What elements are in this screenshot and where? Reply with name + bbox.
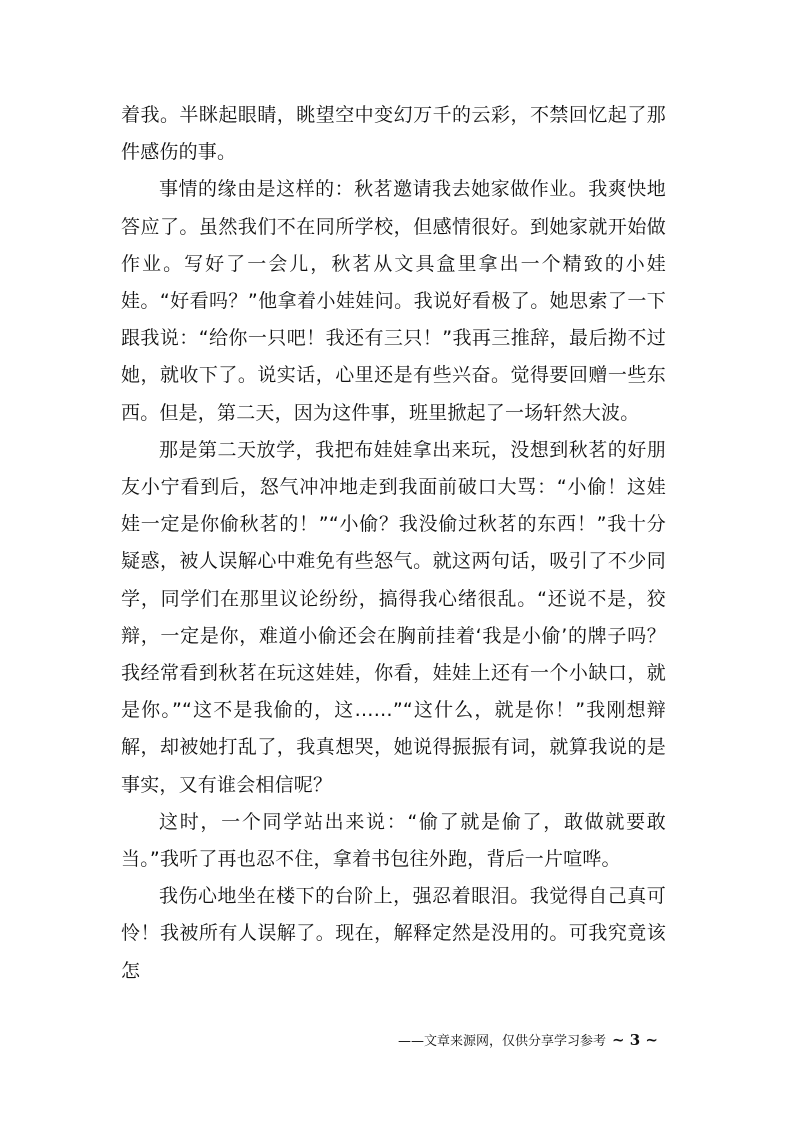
paragraph-2: 事情的缘由是这样的：秋茗邀请我去她家做作业。我爽快地答应了。虽然我们不在同所学校，但感情很好。到她家就开始做作业。写好了一会儿，秋茗从文具盒里拿出一个精致的小娃娃。“好看吗？”他拿着小娃娃问。我说好看极了。她思索了一下跟我说：“给你一只吧！我还有三只！”我再三推辞，最后拗不过她，就收下了。说实话，心里还是有些兴奋。觉得要回赠一些东西。但是，第二天，因为这件事，班里掀起了一场轩然大波。 bbox=[121, 178, 666, 424]
paragraph-3: 那是第二天放学，我把布娃娃拿出来玩，没想到秋茗的好朋友小宁看到后，怒气冲冲地走到我面前破口大骂：“小偷！这娃娃一定是你偷秋茗的！”“小偷？我没偷过秋茗的东西！”我十分疑惑，被人误解心中难免有些怒气。就这两句话，吸引了不少同学，同学们在那里议论纷纷，搞得我心绪很乱。“还说不是，狡辩，一定是你，难道小偷还会在胸前挂着‘我是小偷’的牌子吗？我经常看到秋茗在玩这娃娃，你看，娃娃上还有一个小缺口，就是你。”“这不是我偷的，这……”“这什么，就是你！”我刚想辩解，却被她打乱了，我真想哭，她说得振振有词，就算我说的是事实，又有谁会相信呢？ bbox=[121, 438, 666, 796]
footer-source-text: ——文章来源网，仅供分享学习参考 bbox=[397, 1034, 606, 1049]
document-body bbox=[121, 97, 666, 990]
page-footer bbox=[398, 1030, 658, 1049]
paragraph-4: 这时，一个同学站出来说：“偷了就是偷了，敢做就要敢当。”我听了再也忍不住，拿着书包往外跑，背后一片喧哗。 bbox=[121, 810, 666, 871]
page-number: ~ 3 ~ bbox=[611, 1031, 658, 1049]
paragraph-5: 我伤心地坐在楼下的台阶上，强忍着眼泪。我觉得自己真可怜！我被所有人误解了。现在，解释定然是没用的。可我究竟该怎 bbox=[121, 885, 666, 982]
paragraph-1: 着我。半眯起眼睛，眺望空中变幻万千的云彩，不禁回忆起了那件感伤的事。 bbox=[121, 104, 666, 164]
